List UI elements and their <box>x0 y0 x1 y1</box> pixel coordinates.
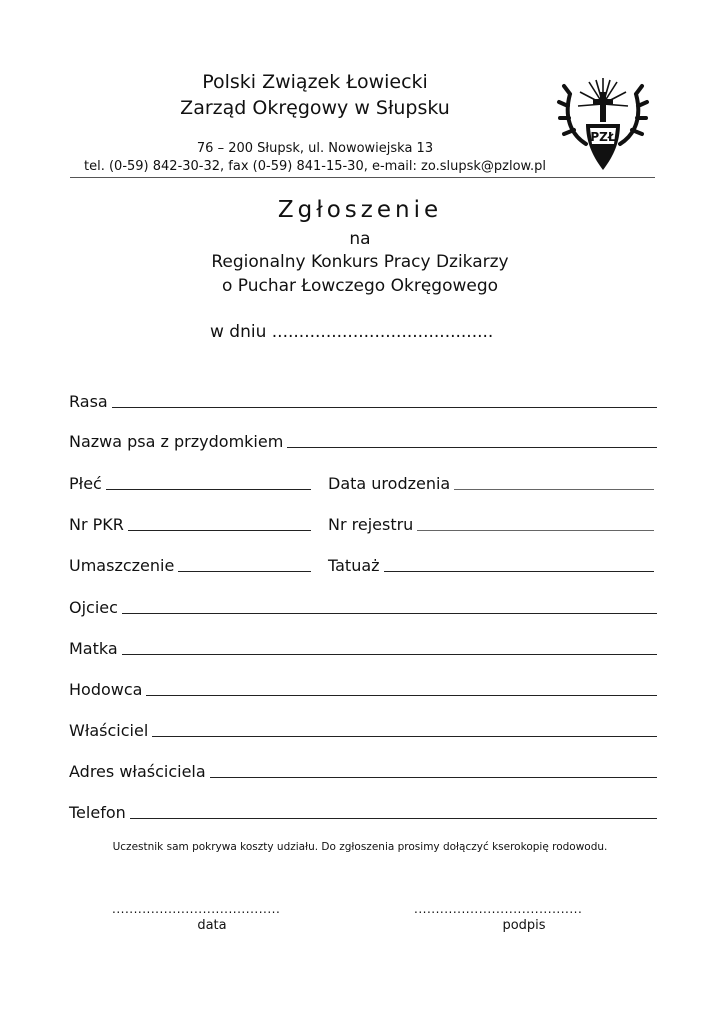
participation-note: Uczestnik sam pokrywa koszty udziału. Do zgłoszenia prosimy dołączyć kserokopię rodowodu. <box>112 841 608 853</box>
field-data-urodzenia[interactable] <box>328 471 654 493</box>
date-signature-block <box>112 902 312 933</box>
field-nr-pkr[interactable] <box>69 512 311 534</box>
field-matka[interactable] <box>69 636 657 658</box>
field-telefon[interactable] <box>69 800 657 822</box>
field-adres-wlasciciela[interactable] <box>69 759 657 781</box>
field-input-line[interactable] <box>210 761 657 778</box>
field-input-line[interactable] <box>112 391 657 408</box>
field-label: Nazwa psa z przydomkiem <box>69 432 284 451</box>
date-prompt[interactable]: w dniu ......................................... <box>210 322 494 342</box>
field-label: Nr rejestru <box>328 515 414 534</box>
field-label: Właściciel <box>69 721 149 740</box>
field-rasa[interactable] <box>69 389 657 411</box>
field-input-line[interactable] <box>178 555 311 572</box>
field-input-line[interactable] <box>417 514 654 531</box>
form-subtitle-line2: o Puchar Łowczego Okręgowego <box>221 276 499 296</box>
org-branch: Zarząd Okręgowy w Słupsku <box>180 97 450 119</box>
field-label: Płeć <box>69 474 102 493</box>
signature-block <box>414 902 634 933</box>
form-subtitle-line1: Regionalny Konkurs Pracy Dzikarzy <box>211 252 509 272</box>
field-input-line[interactable] <box>146 679 657 696</box>
signature-dots[interactable]: ....................................... <box>414 902 583 916</box>
field-label: Nr PKR <box>69 515 124 534</box>
field-label: Rasa <box>69 392 108 411</box>
field-label: Adres właściciela <box>69 762 206 781</box>
logo-text: PZŁ <box>590 130 616 144</box>
pzl-logo-icon <box>556 72 650 172</box>
form-title: Zgłoszenie <box>277 197 443 223</box>
field-plec[interactable] <box>69 471 311 493</box>
field-input-line[interactable] <box>384 555 654 572</box>
form-subtitle-na: na <box>349 229 371 249</box>
field-input-line[interactable] <box>152 720 657 737</box>
org-name: Polski Związek Łowiecki <box>202 71 428 93</box>
field-input-line[interactable] <box>287 431 657 448</box>
field-ojciec[interactable] <box>69 595 657 617</box>
field-label: Data urodzenia <box>328 474 451 493</box>
date-dots[interactable]: ....................................... <box>112 902 281 916</box>
field-input-line[interactable] <box>128 514 311 531</box>
field-umaszczenie[interactable] <box>69 553 311 575</box>
signature-label: podpis <box>502 918 546 933</box>
field-label: Hodowca <box>69 680 143 699</box>
field-wlasciciel[interactable] <box>69 718 657 740</box>
field-input-line[interactable] <box>122 638 657 655</box>
field-label: Umaszczenie <box>69 556 175 575</box>
field-input-line[interactable] <box>106 473 311 490</box>
field-label: Telefon <box>69 803 126 822</box>
field-label: Tatuaż <box>328 556 380 575</box>
org-address: 76 – 200 Słupsk, ul. Nowowiejska 13 <box>196 141 434 156</box>
field-input-line[interactable] <box>130 802 657 819</box>
field-input-line[interactable] <box>122 597 657 614</box>
field-nazwa-psa[interactable] <box>69 429 657 451</box>
field-nr-rejestru[interactable] <box>328 512 654 534</box>
field-hodowca[interactable] <box>69 677 657 699</box>
field-input-line[interactable] <box>454 473 654 490</box>
date-label: data <box>197 918 227 933</box>
field-label: Ojciec <box>69 598 118 617</box>
field-label: Matka <box>69 639 118 658</box>
field-tatuaz[interactable] <box>328 553 654 575</box>
org-contact: tel. (0-59) 842-30-32, fax (0-59) 841-15-30, e-mail: zo.slupsk@pzlow.pl <box>84 159 546 174</box>
header-divider <box>70 177 655 178</box>
